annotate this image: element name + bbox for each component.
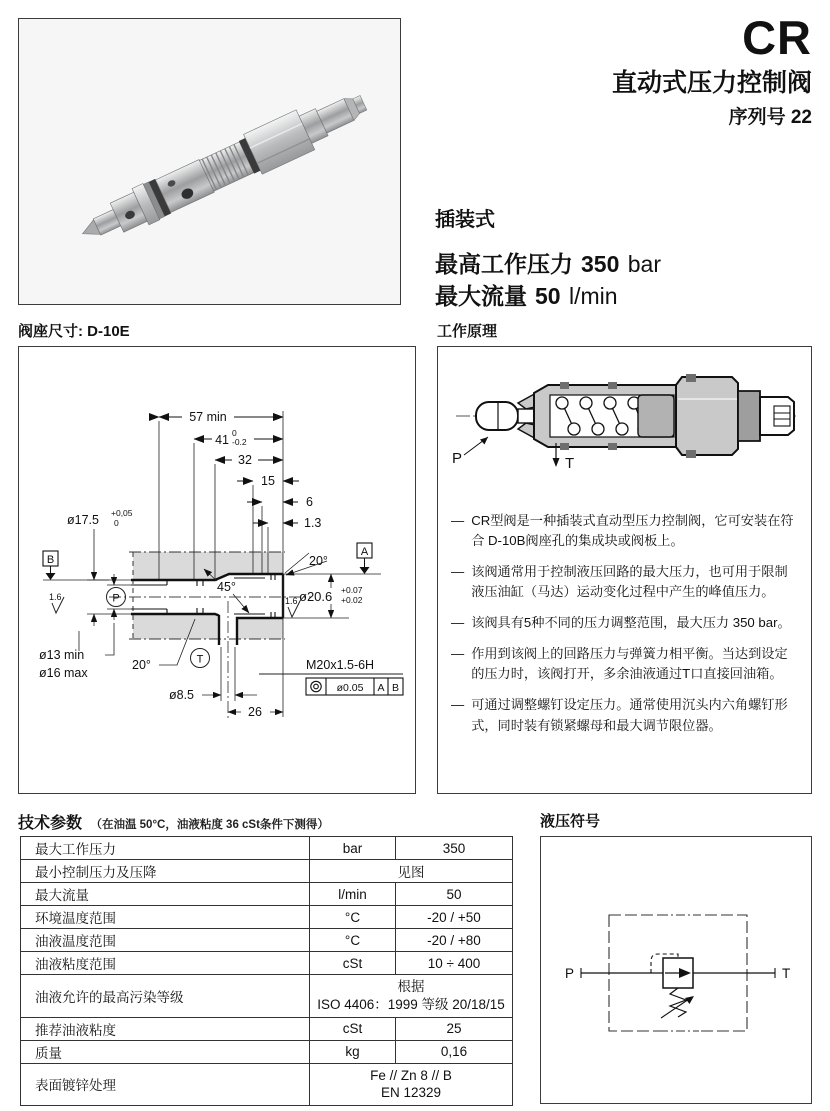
table-row: 油液允许的最高污染等级 根据 ISO 4406：1999 等级 20/18/15	[21, 975, 513, 1018]
datum-b-label: B	[46, 554, 55, 566]
seat-section-heading: 阀座尺寸: D-10E	[18, 323, 130, 340]
bullet-dash: —	[451, 564, 465, 580]
angle-45-label: 45°	[217, 580, 236, 594]
valve-type-label: 插装式	[435, 209, 495, 231]
tech-params-table	[20, 836, 513, 1106]
datum-a-label: A	[360, 546, 369, 558]
principle-bullet-list	[438, 505, 811, 736]
table-row: 最大流量 l/min 50	[21, 883, 513, 906]
port-p-label: P	[112, 592, 120, 605]
spec-max-pressure: 最高工作压力 350 bar	[435, 251, 662, 277]
dia-13-label: ø13 min	[39, 648, 85, 662]
dia-20-6-tol-lower: +0.02	[341, 595, 363, 605]
seat-drawing-box	[18, 346, 416, 794]
series-number: 序列号 22	[728, 106, 812, 128]
table-row: 油液温度范围 °C -20 / +80	[21, 929, 513, 952]
dia-8-5-label: ø8.5	[169, 688, 195, 702]
fcf-tolerance-label: ø0.05	[336, 682, 364, 694]
valve-photo-illustration	[19, 19, 400, 304]
tech-params-heading: 技术参数	[18, 815, 83, 832]
dim-41-tol-upper: 0	[232, 428, 237, 438]
table-row: 推荐油液粘度 cSt 25	[21, 1017, 513, 1040]
dim-15-label: 15	[261, 474, 275, 488]
symbol-section-heading: 液压符号	[540, 813, 601, 830]
dia-17-5-tol-lower: 0	[114, 518, 119, 528]
table-row: 质量 kg 0,16	[21, 1040, 513, 1063]
fcf-datum-a-label: A	[377, 682, 385, 694]
angle-20-right-label: 20°	[309, 554, 328, 568]
principle-bullet: — CR型阀是一种插装式直动型压力控制阀，它可安装在符合 D-10B阀座孔的集成块或阀板上。	[451, 511, 799, 551]
dia-16-label: ø16 max	[39, 666, 88, 680]
thread-label: M20x1.5-6H	[306, 658, 375, 672]
hydraulic-symbol	[541, 837, 811, 1103]
angle-20-left-label: 20°	[132, 658, 151, 672]
principle-bullet: — 该阀具有5种不同的压力调整范围，最大压力 350 bar。	[451, 613, 799, 633]
dim-41-label: 41	[215, 433, 229, 447]
principle-bullet: — 可通过调整螺钉设定压力。通常使用沉头内六角螺钉形式，同时装有锁紧螺母和最大调节限位器。	[451, 695, 799, 735]
dia-17-5-label: ø17.5	[67, 513, 99, 527]
valve-cross-section	[438, 347, 811, 505]
principle-section-heading: 工作原理	[437, 323, 498, 340]
dim-57-label: 57 min	[189, 410, 227, 424]
dim-26-label: 26	[248, 705, 262, 719]
bullet-dash: —	[451, 513, 465, 528]
dim-6-label: 6	[306, 495, 313, 509]
dim-41-tol-lower: -0.2	[232, 437, 247, 447]
principle-port-t-label: T	[565, 455, 575, 472]
tech-params-note: （在油温 50°C，油液粘度 36 cSt条件下测得）	[90, 819, 329, 831]
bullet-dash: —	[451, 646, 465, 662]
symbol-box	[540, 836, 812, 1104]
bullet-dash: —	[451, 697, 465, 713]
table-row: 表面镀锌处理 Fe // Zn 8 // B EN 12329	[21, 1063, 513, 1106]
dia-20-6-label: ø20.6	[299, 589, 333, 604]
page-title: CR	[742, 11, 812, 64]
fcf-datum-b-label: B	[391, 682, 400, 694]
bullet-dash: —	[451, 615, 465, 631]
seat-dimension-drawing	[19, 347, 415, 793]
dim-32-label: 32	[238, 453, 252, 467]
table-row: 油液粘度范围 cSt 10 ÷ 400	[21, 952, 513, 975]
dim-1-3-label: 1.3	[304, 516, 322, 530]
page-subtitle: 直动式压力控制阀	[611, 68, 812, 97]
spec-block	[435, 249, 661, 312]
table-row: 最大工作压力 bar 350	[21, 837, 513, 860]
principle-bullet: — 作用到该阀上的回路压力与弹簧力相平衡。当达到设定的压力时，该阀打开，多余油液通过T口直接回油箱。	[451, 644, 799, 684]
finish-right-label: 1.6	[285, 596, 298, 606]
principle-port-p-label: P	[452, 450, 463, 467]
principle-bullet: — 该阀通常用于控制液压回路的最大压力，也可用于限制液压油缸（马达）运动变化过程中产生的峰值压力。	[451, 562, 799, 602]
dia-20-6-tol-upper: +0.07	[341, 585, 363, 595]
tech-params-header	[18, 810, 329, 833]
symbol-port-t-label: T	[782, 966, 791, 981]
table-row: 环境温度范围 °C -20 / +50	[21, 906, 513, 929]
finish-left-label: 1.6	[49, 592, 62, 602]
port-t-label: T	[196, 653, 204, 666]
symbol-port-p-label: P	[565, 966, 575, 981]
title-block	[611, 11, 812, 129]
product-photo	[18, 18, 401, 305]
principle-box	[437, 346, 812, 794]
table-row: 最小控制压力及压降 见图	[21, 860, 513, 883]
spec-max-flow: 最大流量 50 l/min	[435, 282, 618, 309]
dia-17-5-tol-upper: +0,05	[111, 508, 133, 518]
